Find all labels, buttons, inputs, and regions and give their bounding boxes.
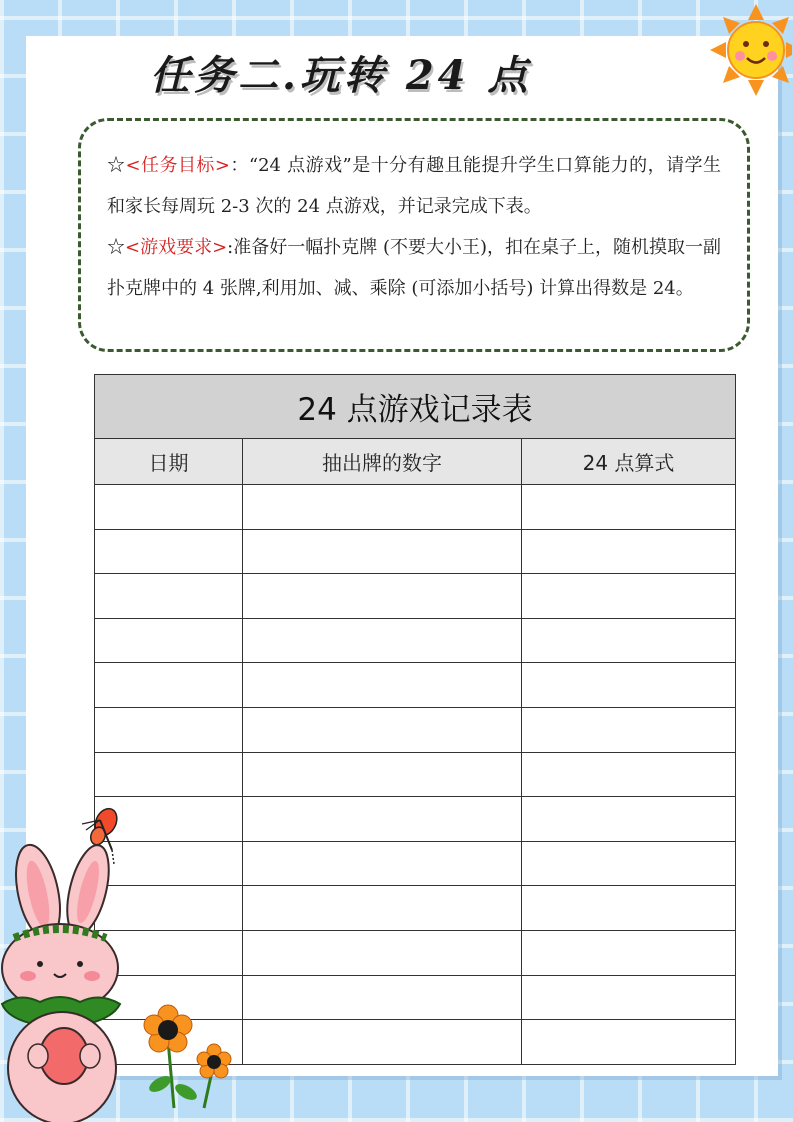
card-numbers-cell[interactable] [243,1020,522,1065]
table-caption: 24 点游戏记录表 [95,375,736,439]
table-row [95,841,736,886]
table-row [95,663,736,708]
card-numbers-cell[interactable] [243,529,522,574]
task-goal-text: ：“24 点游戏”是十分有趣且能提升学生口算能力的，请学生和家长每周玩 2-3 次的 24 点游戏，并记录完成下表。 [107,155,722,217]
date-cell[interactable] [95,618,243,663]
column-header-card-numbers: 抽出牌的数字 [243,439,522,485]
bunny-icon [0,842,150,1122]
card-numbers-cell[interactable] [243,618,522,663]
formula-cell[interactable] [522,574,736,619]
date-cell[interactable] [95,574,243,619]
page-title: 任务二.玩转 24 点 [150,52,532,99]
date-cell[interactable] [95,485,243,530]
table-row [95,574,736,619]
card-numbers-cell[interactable] [243,574,522,619]
formula-cell[interactable] [522,930,736,975]
card-numbers-cell[interactable] [243,930,522,975]
record-table-container [94,374,735,1065]
formula-cell[interactable] [522,975,736,1020]
formula-cell[interactable] [522,797,736,842]
card-numbers-cell[interactable] [243,975,522,1020]
star-icon: ☆ [107,155,126,176]
date-cell[interactable] [95,707,243,752]
game-rules-label: <游戏要求> [125,237,228,258]
formula-cell[interactable] [522,752,736,797]
column-header-date: 日期 [95,439,243,485]
column-header-formula: 24 点算式 [522,439,736,485]
date-cell[interactable] [95,752,243,797]
card-numbers-cell[interactable] [243,886,522,931]
record-table [94,374,736,1065]
table-row [95,930,736,975]
formula-cell[interactable] [522,841,736,886]
table-row [95,529,736,574]
star-icon: ☆ [107,237,125,258]
table-row [95,752,736,797]
formula-cell[interactable] [522,485,736,530]
task-description-box [78,118,750,352]
task-goal-label: <任务目标> [125,155,230,176]
card-numbers-cell[interactable] [243,707,522,752]
task-goal-paragraph [107,145,721,227]
date-cell[interactable] [95,529,243,574]
formula-cell[interactable] [522,1020,736,1065]
table-row [95,485,736,530]
game-rules-paragraph [107,227,721,309]
card-numbers-cell[interactable] [243,752,522,797]
sun-icon [706,0,792,100]
formula-cell[interactable] [522,529,736,574]
card-numbers-cell[interactable] [243,663,522,708]
card-numbers-cell[interactable] [243,797,522,842]
formula-cell[interactable] [522,618,736,663]
table-row [95,618,736,663]
card-numbers-cell[interactable] [243,485,522,530]
formula-cell[interactable] [522,886,736,931]
formula-cell[interactable] [522,707,736,752]
formula-cell[interactable] [522,663,736,708]
game-rules-text: :准备好一幅扑克牌 (不要大小王)，扣在桌子上，随机摸取一副扑克牌中的 4 张牌,利用加、减、乘除 (可添加小括号) 计算出得数是 24。 [107,237,722,299]
table-row [95,886,736,931]
card-numbers-cell[interactable] [243,841,522,886]
date-cell[interactable] [95,663,243,708]
table-row [95,707,736,752]
flower-icon [140,1000,240,1112]
table-body [95,485,736,1065]
table-row [95,797,736,842]
